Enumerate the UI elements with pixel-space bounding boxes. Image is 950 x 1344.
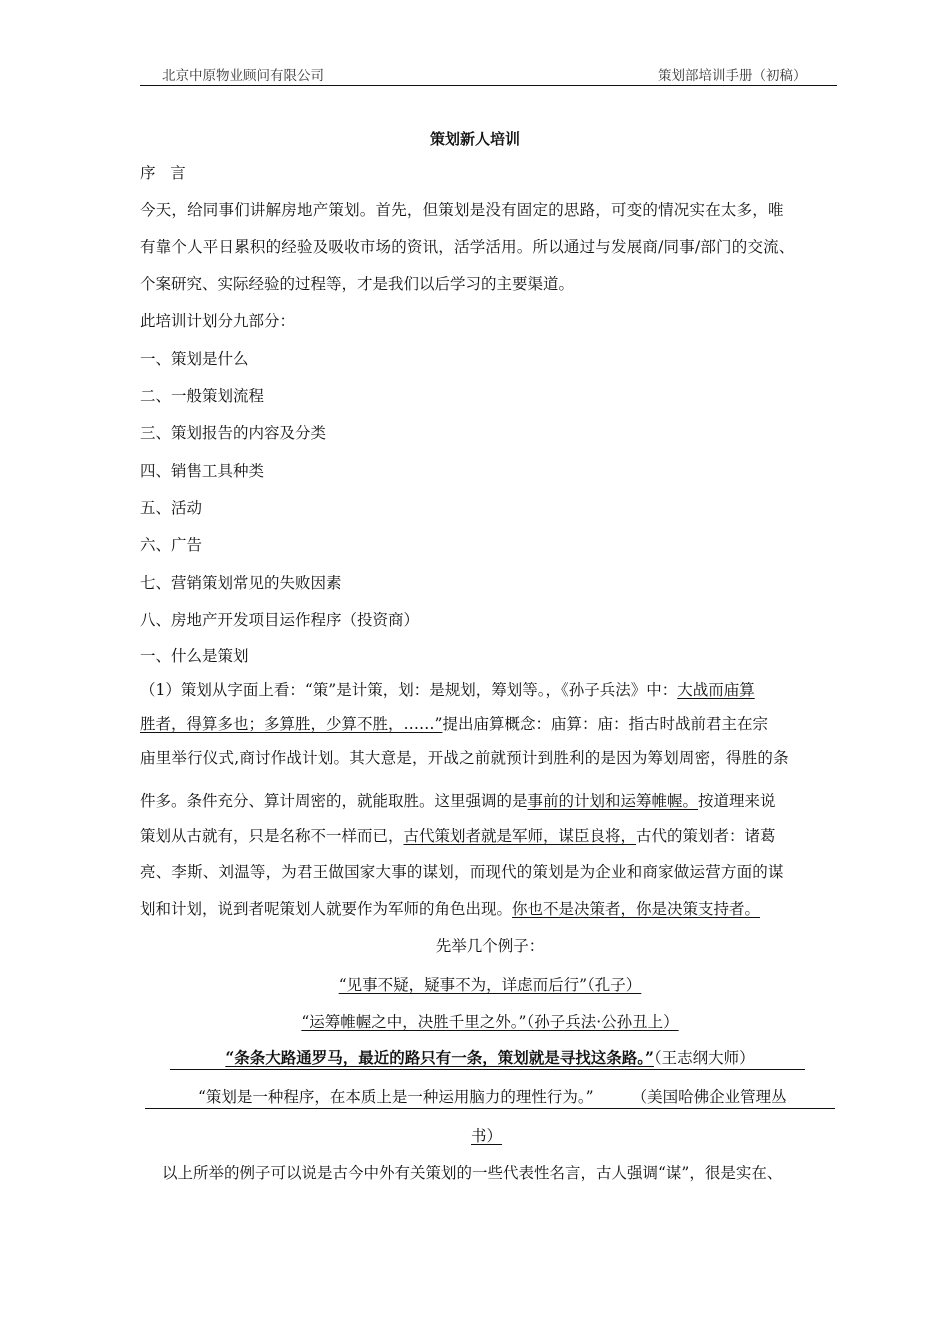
para1-line-1 xyxy=(140,680,755,700)
quote-confucius xyxy=(140,975,840,995)
para1-line-7 xyxy=(140,899,760,919)
para1-line-4-tail: 按道理来说 xyxy=(698,792,776,810)
quote-harvard-text: “策划是一种程序，在本质上是一种运用脑力的理性行为。” xyxy=(198,1088,594,1106)
part-item-6: 六、广告 xyxy=(140,536,203,554)
quote-sunzi-text: “运筹帷幄之中，决胜千里之外。”（孙子兵法·公孙丑上） xyxy=(301,1013,679,1031)
quote-wang-text: “条条大路通罗马，最近的路只有一条，策划就是寻找这条路。” xyxy=(225,1048,654,1067)
part-item-4: 四、销售工具种类 xyxy=(140,462,265,480)
para1-line-6: 亮、李斯、刘温等，为君王做国家大事的谋划，而现代的策划是为企业和商家做运营方面的谋 xyxy=(140,863,784,881)
quote-harvard-end xyxy=(471,1126,502,1146)
header-rule xyxy=(140,85,837,86)
quote-harvard-source: （美国哈佛企业管理丛 xyxy=(631,1088,787,1106)
quote-wang xyxy=(140,1048,840,1068)
para1-line-5-underlined: 古代策划者就是军师，谋臣良将， xyxy=(403,827,637,845)
para1-line-3: 庙里举行仪式,商讨作战计划。其大意是，开战之前就预计到胜利的是因为筹划周密，得胜的条 xyxy=(140,749,789,767)
quote-sunzi xyxy=(140,1012,840,1032)
part-item-2: 二、一般策划流程 xyxy=(140,387,265,405)
part-item-1: 一、策划是什么 xyxy=(140,350,249,368)
quote-wang-source: （王志纲大师） xyxy=(653,1049,755,1067)
part-item-3: 三、策划报告的内容及分类 xyxy=(140,424,327,442)
header-manual-title: 策划部培训手册（初稿） xyxy=(658,68,807,84)
part-item-8: 八、房地产开发项目运作程序（投资商） xyxy=(140,611,420,629)
para1-line-4 xyxy=(140,791,776,811)
header-company: 北京中原物业顾问有限公司 xyxy=(162,68,324,84)
document-title: 策划新人培训 xyxy=(429,130,520,148)
part-item-7: 七、营销策划常见的失败因素 xyxy=(140,574,342,592)
intro-line-3: 个案研究、实际经验的过程等，才是我们以后学习的主要渠道。 xyxy=(140,275,575,293)
para1-line-2-text: 提出庙算概念：庙算：庙：指古时战前君主在宗 xyxy=(442,715,768,733)
para1-line-7-underlined: 你也不是决策者，你是决策支持者。 xyxy=(512,900,761,918)
para1-line-4-text: 件多。条件充分、算计周密的，就能取胜。这里强调的是 xyxy=(140,792,528,810)
para1-line-5-text: 策划从古就有，只是名称不一样而已， xyxy=(140,827,404,845)
closing-paragraph: 以上所举的例子可以说是古今中外有关策划的一些代表性名言，古人强调“谋”，很是实在、 xyxy=(162,1164,783,1182)
plan-intro: 此培训计划分九部分： xyxy=(140,312,296,330)
para1-line-1-text: （1）策划从字面上看：“策”是计策，划：是规划，筹划等。，《孙子兵法》中： xyxy=(140,681,678,699)
quote-wang-underline xyxy=(170,1069,805,1070)
para1-line-7-text: 划和计划，说到者呢策划人就要作为军师的角色出现。 xyxy=(140,900,513,918)
intro-line-2: 有靠个人平日累积的经验及吸收市场的资讯，活学活用。所以通过与发展商/同事/部门的交流、 xyxy=(140,238,795,256)
para1-line-2 xyxy=(140,714,768,734)
quote-harvard xyxy=(198,1087,787,1107)
para1-line-2-underlined: 胜者，得算多也；多算胜，少算不胜，……” xyxy=(140,715,443,733)
preface-heading: 序 言 xyxy=(140,164,186,182)
quote-harvard-underline xyxy=(145,1108,835,1109)
intro-line-1: 今天，给同事们讲解房地产策划。首先，但策划是没有固定的思路，可变的情况实在太多，唯 xyxy=(140,201,784,219)
part-item-5: 五、活动 xyxy=(140,499,203,517)
para1-line-5 xyxy=(140,826,776,846)
quote-confucius-text: “见事不疑，疑事不为，详虑而后行”（孔子） xyxy=(338,976,642,994)
examples-intro: 先举几个例子： xyxy=(435,937,545,955)
para1-line-4-underlined: 事前的计划和运筹帷幄。 xyxy=(527,792,699,810)
para1-line-5-tail: 古代的策划者：诸葛 xyxy=(636,827,776,845)
section-heading-1: 一、什么是策划 xyxy=(140,647,249,665)
quote-harvard-end-text: 书） xyxy=(471,1127,503,1145)
para1-line-1-underlined: 大战而庙算 xyxy=(677,681,755,699)
